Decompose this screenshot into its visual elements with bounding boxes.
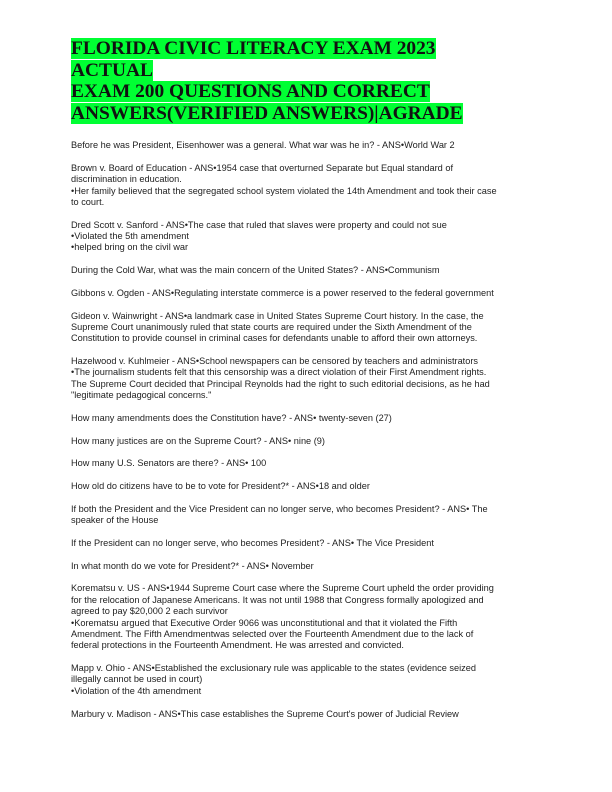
qa-line: •Violation of the 4th amendment (71, 685, 202, 696)
qa-line: •Korematsu argued that Executive Order 9066 was unconstitutional and that it violated the Fifth (71, 617, 458, 628)
qa-line: If the President can no longer serve, who becomes President? - ANS• The Vice President (71, 537, 434, 548)
qa-entry (71, 458, 541, 469)
qa-line: Hazelwood v. Kuhlmeier - ANS•School newspapers can be censored by teachers and administrators (71, 356, 478, 367)
qa-entry (71, 140, 541, 151)
qa-line: •Her family believed that the segregated school system violated the 14th Amendment and took their case (71, 185, 497, 196)
qa-line: Dred Scott v. Sanford - ANS•The case that ruled that slaves were property and could not sue (71, 219, 447, 230)
qa-line: Mapp v. Ohio - ANS•Established the exclusionary rule was applicable to the states (evidence seized (71, 663, 476, 674)
qa-entry (71, 413, 541, 424)
qa-entry (71, 583, 541, 651)
qa-line: •Violated the 5th amendment (71, 231, 189, 242)
qa-line: Gideon v. Wainwright - ANS•a landmark case in United States Supreme Court history. In the case, the (71, 310, 484, 321)
qa-line: During the Cold War, what was the main concern of the United States? - ANS•Communism (71, 265, 440, 276)
qa-line: Gibbons v. Ogden - ANS•Regulating interstate commerce is a power reserved to the federal government (71, 287, 494, 298)
qa-entry (71, 356, 541, 402)
qa-entry (71, 709, 541, 720)
qa-line: Constitution to provide counsel in criminal cases for defendants unable to afford their own attorneys. (71, 333, 478, 344)
qa-entry (71, 311, 541, 345)
qa-entry (71, 220, 541, 254)
qa-line: The Supreme Court decided that Principal Reynolds had the right to such editorial decisions, as he had (71, 378, 490, 389)
qa-line: If both the President and the Vice President can no longer serve, who becomes President? - ANS• The (71, 503, 488, 514)
qa-entry (71, 561, 541, 572)
qa-line: speaker of the House (71, 515, 159, 526)
qa-line: Korematsu v. US - ANS•1944 Supreme Court case where the Supreme Court upheld the order providing (71, 583, 494, 594)
qa-line: •The journalism students felt that this censorship was a direct violation of their First Amendment rights. (71, 367, 487, 378)
qa-line: In what month do we vote for President?* - ANS• November (71, 560, 314, 571)
qa-line: discrimination in education. (71, 174, 182, 185)
qa-line: Marbury v. Madison - ANS•This case establishes the Supreme Court's power of Judicial Review (71, 708, 459, 719)
qa-line: How old do citizens have to be to vote for President?* - ANS•18 and older (71, 481, 370, 492)
qa-line: How many U.S. Senators are there? - ANS• 100 (71, 458, 267, 469)
qa-line: "legitimate pedagogical concerns." (71, 390, 212, 401)
qa-line: federal protections in the Fourteenth Amendment. He was arrested and convicted. (71, 640, 404, 651)
qa-entry (71, 436, 541, 447)
qa-line: How many amendments does the Constitution have? - ANS• twenty-seven (27) (71, 412, 392, 423)
qa-entry (71, 481, 541, 492)
qa-entry (71, 663, 541, 697)
qa-line: for the relocation of Japanese Americans. It was not until 1988 that Congress formally apologized and (71, 594, 484, 605)
qa-entry (71, 504, 541, 527)
qa-list (71, 140, 541, 731)
qa-line: agreed to pay $20,000 2 each survivor (71, 606, 228, 617)
title-line: ANSWERS(VERIFIED ANSWERS)|AGRADE (71, 102, 463, 124)
qa-entry (71, 288, 541, 299)
qa-line: Before he was President, Eisenhower was a general. What war was he in? - ANS•World War 2 (71, 140, 455, 150)
qa-line: Supreme Court unanimously ruled that state courts are required under the Sixth Amendment of the (71, 321, 472, 332)
qa-entry (71, 163, 541, 209)
qa-line: to court. (71, 196, 105, 207)
qa-line: Amendment. The Fifth Amendmentwas selected over the Fourteenth Amendment due to the lack of (71, 628, 474, 639)
title-line: EXAM 200 QUESTIONS AND CORRECT (71, 81, 430, 102)
qa-entry (71, 538, 541, 549)
qa-line: How many justices are on the Supreme Court? - ANS• nine (9) (71, 435, 325, 446)
qa-line: •helped bring on the civil war (71, 242, 189, 253)
qa-entry (71, 265, 541, 276)
qa-line: illegally cannot be used in court) (71, 674, 203, 685)
document-title (71, 38, 511, 124)
qa-line: Brown v. Board of Education - ANS•1954 case that overturned Separate but Equal standard of (71, 162, 454, 173)
title-line: FLORIDA CIVIC LITERACY EXAM 2023 ACTUAL (71, 38, 436, 81)
